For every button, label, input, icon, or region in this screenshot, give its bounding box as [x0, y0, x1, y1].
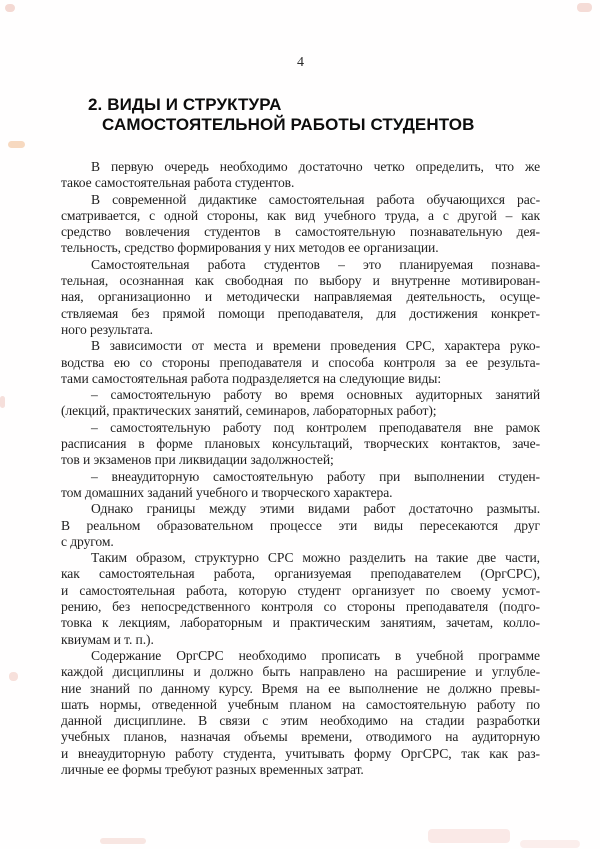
text-line: и самостоятельная работа, которую студент организует по своему усмот- — [61, 582, 540, 598]
paragraph — [61, 338, 540, 387]
text-line: учебных планов, назначая объемы времени, отводимого на аудиторную — [61, 729, 540, 745]
text-line: – самостоятельную работу во время основных аудиторных занятий — [91, 387, 540, 403]
text-line: том домашних заданий учебного и творческого характера. — [61, 484, 393, 500]
paragraph — [61, 192, 540, 257]
heading-line-1 — [88, 95, 475, 115]
text-line: водства ею со стороны преподавателя и способа контроля за ее результа- — [61, 354, 540, 370]
paragraph — [61, 159, 540, 192]
paragraph — [61, 420, 540, 469]
section-heading — [88, 95, 475, 134]
text-line: шать нормы, отведенной учебным планом на самостоятельную работу по — [61, 696, 540, 712]
heading-title-line-1: ВИДЫ И СТРУКТУРА — [107, 95, 282, 114]
scan-artifact — [8, 141, 25, 148]
text-line: с другом. — [61, 533, 114, 549]
scan-artifact — [5, 4, 15, 12]
page-number: 4 — [297, 55, 304, 70]
scan-artifact — [520, 840, 580, 848]
heading-line-2: САМОСТОЯТЕЛЬНОЙ РАБОТЫ СТУДЕНТОВ — [102, 114, 475, 134]
paragraph — [61, 501, 540, 550]
text-line: квиумам и т. п.). — [61, 631, 154, 647]
text-line: ние знаний по данному курсу. Время на ее выполнение не должно превы- — [61, 680, 540, 696]
text-line: В первую очередь необходимо достаточно четко определить, что же — [91, 159, 540, 174]
text-line: Самостоятельная работа студентов – это планируемая познава- — [91, 256, 540, 272]
text-line: Содержание ОргСРС необходимо прописать в учебной программе — [91, 647, 540, 663]
text-line: тельная, осознанная как свободная по выбору и внутренне мотивирован- — [61, 273, 540, 289]
text-line: личные ее формы требуют разных временных затрат. — [61, 761, 364, 777]
scan-artifact — [577, 3, 592, 12]
paragraph — [61, 648, 540, 778]
text-line: В реальном образовательном процессе эти виды пересекаются друг — [61, 517, 540, 533]
text-line: такое самостоятельная работа студентов. — [61, 175, 295, 191]
section-number: 2. — [88, 95, 103, 114]
text-line: средство вовлечения студентов в самостоятельную познавательную дея- — [61, 224, 540, 240]
text-line: ствляемая без прямой помощи преподавателя, для достижения конкрет- — [61, 305, 540, 321]
paragraph — [61, 257, 540, 338]
text-line: и внеаудиторную работу студента, учитывать форму ОргСРС, так как раз- — [61, 745, 540, 761]
text-line: расписания в форме плановых консультаций, творческих контактов, заче- — [61, 436, 540, 452]
text-line: как самостоятельная работа, организуемая преподавателем (ОргСРС), — [61, 566, 540, 582]
text-line: ная, организационно и методически направляемая деятельность, осуще- — [61, 289, 540, 305]
text-line: данной дисциплине. В связи с этим необходимо на стадии разработки — [61, 713, 540, 729]
text-line: – внеаудиторную самостоятельную работу при выполнении студен- — [91, 468, 540, 484]
scan-artifact — [100, 838, 146, 844]
text-line: тельность, средство формирования у них методов ее организации. — [61, 240, 439, 256]
text-line: каждой дисциплины и должно быть направлено на расширение и углубле- — [61, 664, 540, 680]
scan-artifact — [428, 829, 510, 843]
text-line: Таким образом, структурно СРС можно разделить на такие две части, — [91, 550, 540, 566]
text-line: рению, без непосредственного контроля со стороны преподавателя (подго- — [61, 599, 540, 615]
text-line: товка к лекциям, лабораторным и практическим занятиям, зачетам, колло- — [61, 615, 540, 631]
text-line: – самостоятельную работу под контролем преподавателя вне рамок — [91, 419, 540, 435]
paragraph — [61, 469, 540, 502]
text-line: (лекций, практических занятий, семинаров, лабораторных работ); — [61, 403, 437, 419]
text-line: тов и экзаменов при ликвидации задолжностей; — [61, 452, 334, 468]
text-line: Однако границы между этими видами работ достаточно размыты. — [91, 501, 540, 517]
body-text — [61, 159, 540, 778]
text-line: ного результата. — [61, 321, 153, 337]
scan-artifact — [9, 672, 18, 681]
text-line: В зависимости от места и времени проведения СРС, характера руко- — [91, 338, 540, 354]
text-line: В современной дидактике самостоятельная работа обучающихся рас- — [91, 191, 540, 207]
text-line: сматривается, с одной стороны, как вид учебного труда, а с другой – как — [61, 207, 540, 223]
text-line: тами самостоятельная работа подразделяется на следующие виды: — [61, 370, 441, 386]
scan-artifact — [0, 396, 5, 408]
paragraph — [61, 550, 540, 648]
paragraph — [61, 387, 540, 420]
